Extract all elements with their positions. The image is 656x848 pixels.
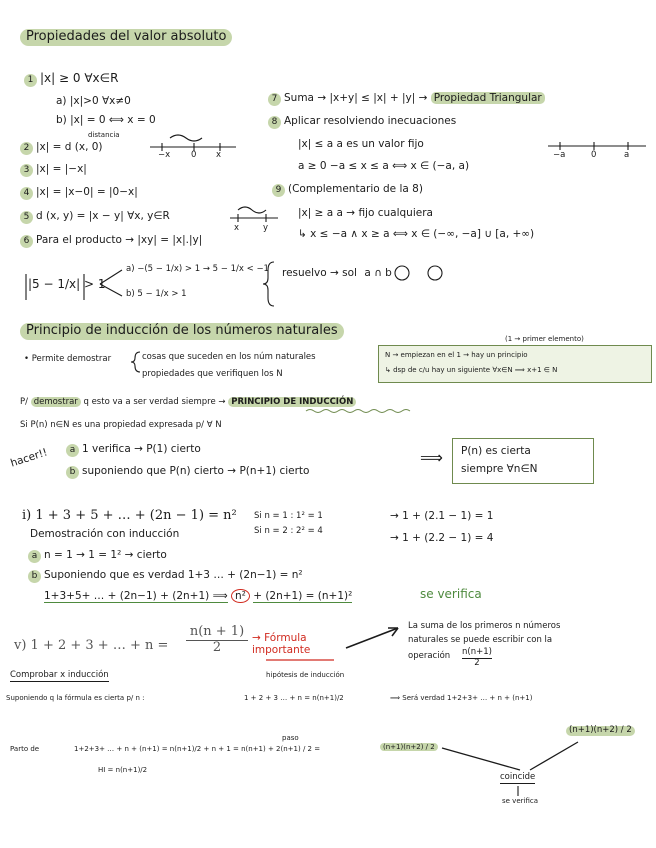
- suponiendo-line: Suponiendo q la fórmula es cierta p/ n :: [6, 694, 145, 702]
- step-b-text: suponiendo que P(n) cierto → P(n+1) cierto: [82, 465, 310, 477]
- numberline-arc: [170, 135, 202, 141]
- example-v-formula-text: v) 1 + 2 + 3 + … + n =: [14, 638, 169, 653]
- numberline-label-zero-2: 0: [591, 150, 597, 160]
- hypothesis-label: hipótesis de inducción: [266, 671, 345, 679]
- step-badge: b: [28, 570, 41, 583]
- property-8-line-a: |x| ≤ a a es un valor fijo: [298, 138, 424, 150]
- wavy-underline: [306, 410, 410, 413]
- branch-arrow-b: [100, 284, 122, 296]
- property-9-text: (Complementario de la 8): [288, 183, 423, 195]
- property-2-note: distancia: [88, 131, 120, 139]
- coincide-label: coincide: [500, 772, 536, 782]
- property-1a: a) |x|>0 ∀x≠0: [56, 95, 131, 107]
- property-4-text: |x| = |x−0| = |0−x|: [36, 186, 138, 198]
- principio-induccion-tag: PRINCIPIO DE INDUCCIÓN: [228, 397, 356, 407]
- step-b-badge: b: [66, 466, 79, 479]
- induction-bullet: • Permite demostrar: [24, 354, 112, 364]
- induction-bullet-option-2: propiedades que verifiquen los N: [142, 369, 283, 379]
- result-line-1: P(n) es cierta: [461, 445, 531, 457]
- example-i-check-2: Si n = 2 : 2² = 4: [254, 526, 323, 536]
- number-badge: 3: [20, 164, 33, 177]
- suponiendo-equation: 1 + 2 + 3 … + n = n(n+1)/2: [244, 694, 344, 702]
- induction-bullet-option-1: cosas que suceden en los núm naturales: [142, 352, 316, 362]
- naturals-box-note: (1 → primer elemento): [505, 335, 584, 343]
- formula-v-arrow: [346, 628, 398, 648]
- step-badge: a: [28, 550, 41, 563]
- numberline-arc: [238, 207, 266, 213]
- property-9-line-a: |x| ≥ a a → fijo cualquiera: [298, 207, 433, 219]
- example-i-rhs: + (2n+1) = (n+1)²: [253, 590, 353, 602]
- naturals-box-line-1: N → empiezan en el 1 → hay un principio: [385, 351, 528, 359]
- example-v-note-frac-den: 2: [474, 657, 480, 668]
- target-result: (n+1)(n+2) / 2: [566, 726, 635, 736]
- parto-result: (n+1)(n+2) / 2: [380, 743, 438, 751]
- comprobar-title: Comprobar x inducción: [10, 670, 109, 680]
- numberline-label-neg-x: −x: [158, 150, 171, 160]
- branch-arrow-a: [100, 270, 122, 284]
- property-5-text: d (x, y) = |x − y| ∀x, y∈R: [36, 210, 170, 222]
- implies-arrow: ⟹: [420, 448, 443, 467]
- example-case-a: a) −(5 − 1/x) > 1 → 5 − 1/x < −1: [126, 264, 269, 274]
- number-badge: 1: [24, 74, 37, 87]
- parto-de: Parto de: [10, 745, 40, 753]
- step-a-badge: a: [66, 444, 79, 457]
- bullet-brace: [131, 352, 140, 372]
- example-solution: a ∩ b: [364, 267, 392, 279]
- property-6-text: Para el producto → |xy| = |x|.|y|: [36, 234, 203, 246]
- number-badge: 6: [20, 235, 33, 248]
- number-badge: 7: [268, 93, 281, 106]
- demostrar-text: q esto va a ser verdad siempre →: [83, 397, 226, 407]
- result-line-2: siempre ∀n∈N: [461, 463, 538, 475]
- example-i-step-b-text: Suponiendo que es verdad 1+3 … + (2n−1) = n²: [44, 569, 303, 581]
- coincide-line-right: [530, 742, 578, 770]
- property-2-text: |x| = d (x, 0): [36, 141, 103, 153]
- example-abs-inequality: |5 − 1/x| > 1: [28, 277, 106, 291]
- example-i-step-a-text: n = 1 → 1 = 1² → cierto: [44, 549, 167, 561]
- suponiendo-then: ⟹ Será verdad 1+2+3+ … + n + (n+1): [390, 694, 533, 702]
- property-8-line-b: a ≥ 0 −a ≤ x ≤ a ⟺ x ∈ (−a, a): [298, 160, 470, 172]
- numberline-label-a: a: [624, 150, 630, 160]
- circle-a: [395, 266, 409, 280]
- number-badge: 4: [20, 187, 33, 200]
- example-i-demo-title: Demostración con inducción: [30, 528, 180, 540]
- example-v-note-frac-num: n(n+1): [462, 647, 492, 657]
- example-i-lhs: 1+3+5+ … + (2n−1) + (2n+1) ⟹: [44, 590, 228, 602]
- property-pn-statement: Si P(n) n∈N es una propiedad expresada p/ ∀ N: [20, 420, 222, 430]
- number-badge: 9: [272, 184, 285, 197]
- property-1-text: |x| ≥ 0 ∀x∈R: [40, 71, 119, 85]
- example-v-note-2: naturales se puede escribir con la: [408, 635, 553, 645]
- property-9-line-b: ↳ x ≤ −a ∧ x ≥ a ⟺ x ∈ (−∞, −a] ∪ [a, +∞): [298, 228, 535, 240]
- example-v-important: → Fórmula importante: [252, 632, 311, 656]
- example-v-note-3: operación: [408, 651, 451, 661]
- example-i-result-2: → 1 + (2.2 − 1) = 4: [390, 532, 494, 544]
- example-i-circled-term: n²: [231, 589, 250, 603]
- number-badge: 5: [20, 211, 33, 224]
- numberline-label-x2: x: [234, 223, 240, 233]
- paso-note: paso: [282, 734, 299, 742]
- property-3-text: |x| = |−x|: [36, 163, 87, 175]
- example-v-fraction-den: 2: [212, 639, 222, 655]
- number-badge: 2: [20, 142, 33, 155]
- coincide-verifica: se verifica: [502, 797, 538, 805]
- numberline-label-zero: 0: [191, 150, 197, 160]
- demostrar-prefix: P/: [20, 397, 28, 407]
- example-case-b: b) 5 − 1/x > 1: [126, 289, 187, 299]
- demostrar-word: demostrar: [31, 397, 81, 407]
- section-title-induccion: Principio de inducción de los números naturales: [20, 323, 344, 340]
- hacer-note: hacer!!: [9, 446, 49, 470]
- hypothesis-substitution: HI = n(n+1)/2: [98, 766, 148, 774]
- numberline-label-neg-a: −a: [553, 150, 566, 160]
- property-7-tag: Propiedad Triangular: [431, 92, 545, 104]
- circle-b: [428, 266, 442, 280]
- example-resolve-text: resuelvo → sol: [282, 267, 357, 279]
- property-8-text: Aplicar resolviendo inecuaciones: [284, 115, 457, 127]
- parto-equation: 1+2+3+ … + n + (n+1) = n(n+1)/2 + n + 1 = n(n+1) + 2(n+1) / 2 =: [74, 745, 321, 753]
- coincide-line-left: [442, 748, 520, 770]
- property-1b: b) |x| = 0 ⟺ x = 0: [56, 114, 156, 126]
- section-title-valor-absoluto: Propiedades del valor absoluto: [20, 29, 232, 46]
- brace: [263, 262, 274, 306]
- step-a-text: 1 verifica → P(1) cierto: [82, 443, 201, 455]
- example-i-check-1: Si n = 1 : 1² = 1: [254, 511, 323, 521]
- numberline-label-y: y: [263, 223, 269, 233]
- example-v-note-1: La suma de los primeros n números: [408, 621, 561, 631]
- example-i-result-1: → 1 + (2.1 − 1) = 1: [390, 510, 494, 522]
- example-v-fraction-num: n(n + 1): [186, 625, 248, 641]
- example-i-verifica: se verifica: [420, 587, 482, 601]
- numberline-label-x: x: [216, 150, 222, 160]
- example-i-formula: i) 1 + 3 + 5 + … + (2n − 1) = n²: [22, 508, 237, 523]
- property-7-text: Suma → |x+y| ≤ |x| + |y| →: [284, 92, 428, 104]
- number-badge: 8: [268, 116, 281, 129]
- naturals-box-line-2: ↳ dsp de c/u hay un siguiente ∀x∈N ⟹ x+1 ∈ N: [385, 366, 558, 374]
